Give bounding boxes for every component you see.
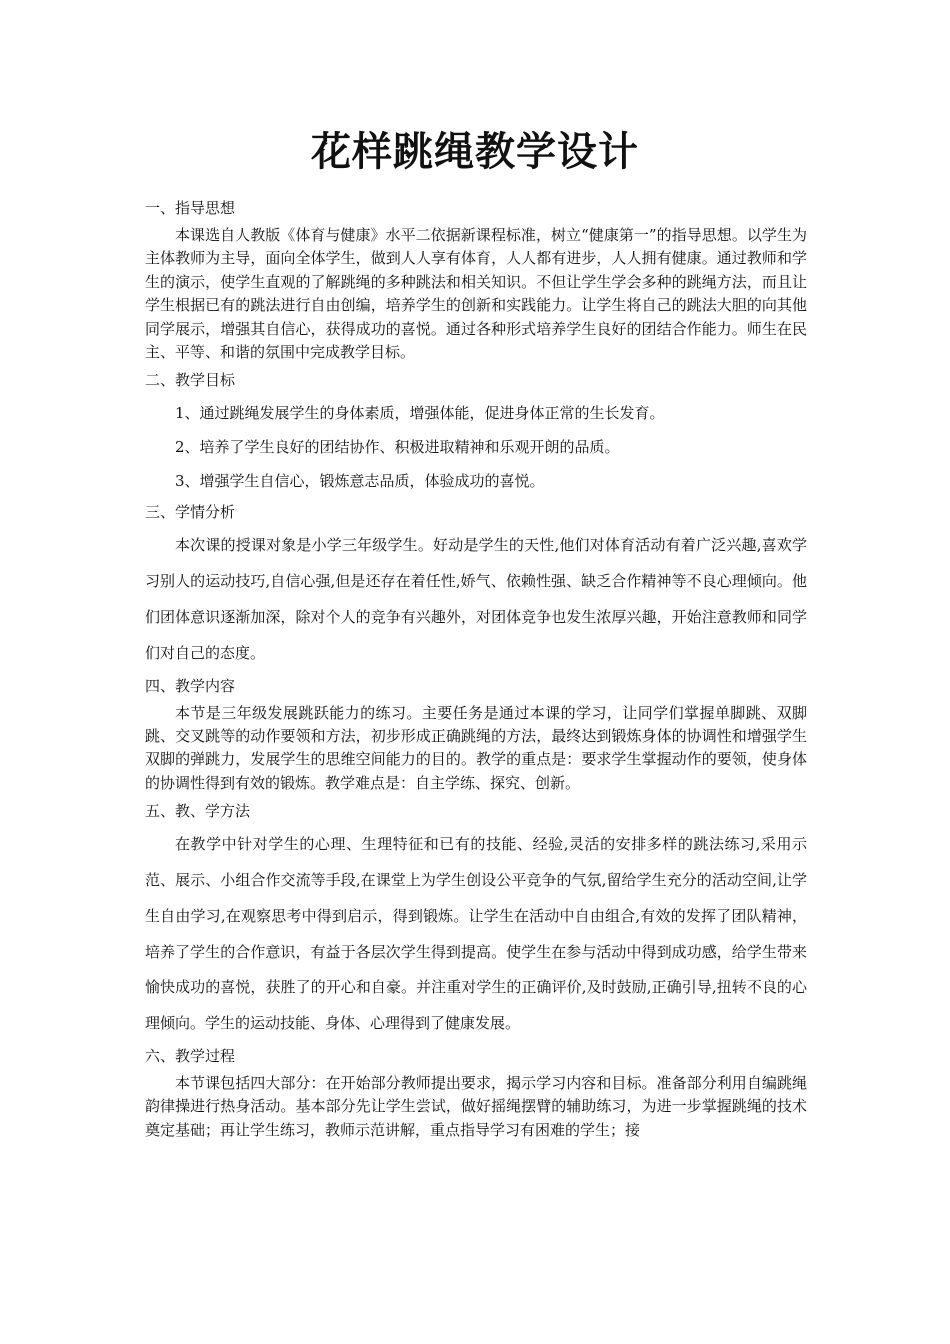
list-item: 1、通过跳绳发展学生的身体素质，增强体能，促进身体正常的生长发育。 [175, 404, 665, 423]
section-learner-analysis [145, 500, 807, 671]
paragraph: 在教学中针对学生的心理、生理特征和已有的技能、经验,灵活的安排多样的跳法练习,采用示范、展示、小组合作交流等手段,在课堂上为学生创设公平竞争的气氛,留给学生充分的活动空间,让学生自由学习,在观察思考中得到启示，得到锻炼。让学生在活动中自由组合,有效的发挥了团队精神，培养了学生的合作意识，有益于各层次学生得到提高。使学生在参与活动中得到成功感，给学生带来愉快成功的喜悦，获胜了的开心和自豪。并注重对学生的正确评价,及时鼓励,正确引导,扭转不良的心理倾向。学生的运动技能、身体、心理得到了健康发展。 [145, 835, 807, 1033]
section-heading: 六、教学过程 [145, 1047, 236, 1066]
section-heading: 五、教、学方法 [145, 802, 251, 821]
paragraph: 本节是三年级发展跳跃能力的练习。主要任务是通过本课的学习，让同学们掌握单脚跳、双脚跳、交叉跳等的动作要领和方法，初步形成正确跳绳的方法，最终达到锻炼身体的协调性和增强学生双脚的弹跳力，发展学生的思维空间能力的目的。教学的重点是：要求学生掌握动作的要领，使身体的协调性得到有效的锻炼。教学难点是：自主学练、探究、创新。 [145, 703, 807, 792]
section-teaching-methods [145, 799, 807, 1042]
paragraph: 本课选自人教版《体育与健康》水平二依据新课程标准，树立“健康第一”的指导思想。以学生为主体教师为主导，面向全体学生，做到人人享有体育，人人都有进步，人人拥有健康。通过教师和学生的演示，使学生直观的了解跳绳的多种跳法和相关知识。不但让学生学会多种的跳绳方法，而且让学生根据已有的跳法进行自由创编，培养学生的创新和实践能力。让学生将自己的跳法大胆的向其他同学展示，增强其自信心，获得成功的喜悦。通过各种形式培养学生良好的团结合作能力。师生在民主、平等、和谐的氛围中完成教学目标。 [145, 226, 807, 362]
section-heading: 二、教学目标 [145, 371, 236, 390]
section-teaching-content [145, 674, 807, 796]
section-teaching-process [145, 1044, 807, 1142]
document-title: 花样跳绳教学设计 [311, 129, 639, 175]
section-teaching-goals [145, 368, 807, 498]
list-item: 2、培养了学生良好的团结协作、积极进取精神和乐观开朗的品质。 [175, 438, 620, 457]
section-heading: 四、教学内容 [145, 676, 236, 695]
list-item: 3、增强学生自信心，锻炼意志品质，体验成功的喜悦。 [175, 472, 545, 491]
section-heading: 三、学情分析 [145, 503, 236, 522]
section-guiding-ideology [145, 196, 807, 364]
document-body [145, 196, 807, 1146]
section-heading: 一、指导思想 [145, 199, 236, 217]
paragraph: 本次课的授课对象是小学三年级学生。好动是学生的天性,他们对体育活动有着广泛兴趣,喜欢学习别人的运动技巧,自信心强,但是还存在着任性,娇气、依赖性强、缺乏合作精神等不良心理倾向。他们团体意识逐渐加深，除对个人的竞争有兴趣外，对团体竞争也发生浓厚兴趣，开始注意教师和同学们对自己的态度。 [145, 536, 807, 662]
paragraph: 本节课包括四大部分：在开始部分教师提出要求，揭示学习内容和目标。准备部分利用自编跳绳韵律操进行热身活动。基本部分先让学生尝试，做好摇绳摆臂的辅助练习，为进一步掌握跳绳的技术奠定基础；再让学生练习，教师示范讲解，重点指导学习有困难的学生；接 [145, 1074, 807, 1139]
